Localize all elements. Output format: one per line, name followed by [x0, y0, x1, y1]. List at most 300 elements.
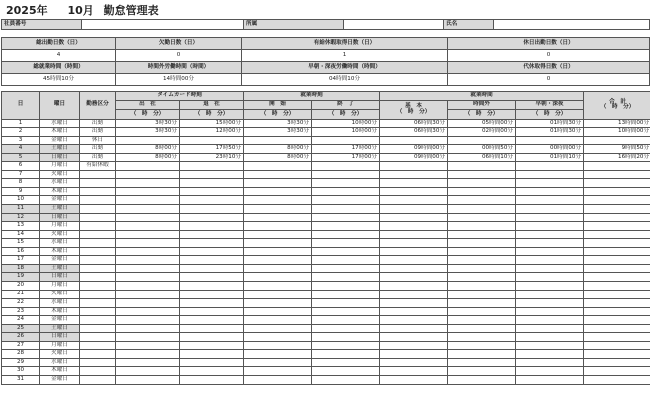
basic-hours-cell[interactable]	[380, 239, 448, 248]
total-hours-cell[interactable]	[584, 358, 650, 367]
work-type-cell[interactable]: 出勤	[80, 153, 116, 162]
basic-hours-cell[interactable]	[380, 205, 448, 214]
clock-in-cell[interactable]	[116, 316, 180, 325]
clock-out-cell[interactable]	[180, 196, 244, 205]
name-field[interactable]	[494, 20, 650, 30]
basic-hours-cell[interactable]	[380, 307, 448, 316]
total-hours-cell[interactable]	[584, 222, 650, 231]
end-cell[interactable]: 17時00分	[312, 145, 380, 154]
total-hours-cell[interactable]: 13時間00分	[584, 119, 650, 128]
total-hours-cell[interactable]	[584, 239, 650, 248]
end-cell[interactable]	[312, 196, 380, 205]
clock-in-cell[interactable]	[116, 213, 180, 222]
start-cell[interactable]	[244, 187, 312, 196]
day-cell: 6	[2, 162, 40, 171]
end-cell[interactable]	[312, 264, 380, 273]
basic-hours-cell[interactable]: 06時間30分	[380, 128, 448, 137]
night-hours-cell[interactable]	[516, 162, 584, 171]
clock-in-cell[interactable]	[116, 367, 180, 376]
start-cell[interactable]	[244, 273, 312, 282]
end-cell[interactable]	[312, 213, 380, 222]
basic-hours-cell[interactable]	[380, 213, 448, 222]
overtime-hours-cell[interactable]	[448, 170, 516, 179]
work-type-cell[interactable]	[80, 230, 116, 239]
clock-in-cell[interactable]	[116, 281, 180, 290]
start-cell[interactable]: 8時00分	[244, 145, 312, 154]
start-cell[interactable]	[244, 281, 312, 290]
weekday-cell: 月曜日	[40, 281, 80, 290]
total-hours-cell[interactable]	[584, 247, 650, 256]
end-cell[interactable]: 17時00分	[312, 153, 380, 162]
start-cell[interactable]	[244, 299, 312, 308]
weekday-cell: 金曜日	[40, 136, 80, 145]
basic-hours-cell[interactable]	[380, 333, 448, 342]
weekday-cell: 水曜日	[40, 239, 80, 248]
work-type-cell[interactable]	[80, 316, 116, 325]
basic-hours-cell[interactable]	[380, 256, 448, 265]
end-cell[interactable]	[312, 299, 380, 308]
overtime-hours-cell[interactable]	[448, 256, 516, 265]
dept-label: 所属	[244, 20, 344, 30]
night-hours-cell[interactable]	[516, 307, 584, 316]
basic-hours-cell[interactable]	[380, 136, 448, 145]
night-hours-cell[interactable]	[516, 187, 584, 196]
overtime-hours-cell[interactable]	[448, 196, 516, 205]
start-cell[interactable]	[244, 256, 312, 265]
total-hours-cell[interactable]: 9時間50分	[584, 145, 650, 154]
basic-hours-cell[interactable]	[380, 299, 448, 308]
total-hours-cell[interactable]: 10時間00分	[584, 128, 650, 137]
basic-hours-cell[interactable]	[380, 367, 448, 376]
col-start: 開 始	[244, 101, 312, 110]
night-hours-cell[interactable]	[516, 367, 584, 376]
overtime-hours-cell[interactable]	[448, 205, 516, 214]
basic-hours-cell[interactable]	[380, 170, 448, 179]
work-type-cell[interactable]	[80, 358, 116, 367]
clock-out-cell[interactable]	[180, 358, 244, 367]
end-cell[interactable]	[312, 222, 380, 231]
clock-in-cell[interactable]	[116, 273, 180, 282]
basic-hours-cell[interactable]	[380, 375, 448, 384]
start-cell[interactable]	[244, 358, 312, 367]
clock-in-cell[interactable]	[116, 247, 180, 256]
clock-out-cell[interactable]: 12時00分	[180, 128, 244, 137]
work-type-cell[interactable]	[80, 264, 116, 273]
work-type-cell[interactable]: 休日	[80, 136, 116, 145]
start-cell[interactable]	[244, 324, 312, 333]
end-cell[interactable]	[312, 239, 380, 248]
clock-out-cell[interactable]	[180, 273, 244, 282]
clock-out-cell[interactable]: 15時00分	[180, 119, 244, 128]
table-row	[2, 179, 650, 188]
overtime-hours-cell[interactable]: 05時間00分	[448, 119, 516, 128]
end-cell[interactable]	[312, 162, 380, 171]
total-hours-cell[interactable]	[584, 187, 650, 196]
day-cell: 22	[2, 299, 40, 308]
clock-in-cell[interactable]	[116, 256, 180, 265]
clock-out-cell[interactable]	[180, 333, 244, 342]
end-cell[interactable]	[312, 187, 380, 196]
end-cell[interactable]	[312, 367, 380, 376]
end-cell[interactable]	[312, 333, 380, 342]
overtime-hours-cell[interactable]	[448, 307, 516, 316]
clock-out-cell[interactable]	[180, 230, 244, 239]
start-cell[interactable]	[244, 170, 312, 179]
work-type-cell[interactable]	[80, 350, 116, 359]
clock-out-cell[interactable]	[180, 256, 244, 265]
night-hours-cell[interactable]	[516, 358, 584, 367]
work-type-cell[interactable]: 出勤	[80, 119, 116, 128]
clock-in-cell[interactable]	[116, 239, 180, 248]
clock-in-cell[interactable]	[116, 162, 180, 171]
work-type-cell[interactable]: 出勤	[80, 145, 116, 154]
basic-hours-cell[interactable]	[380, 187, 448, 196]
work-type-cell[interactable]	[80, 213, 116, 222]
work-type-cell[interactable]	[80, 187, 116, 196]
basic-hours-cell[interactable]	[380, 264, 448, 273]
basic-hours-cell[interactable]	[380, 324, 448, 333]
clock-in-cell[interactable]	[116, 179, 180, 188]
overtime-hours-cell[interactable]	[448, 324, 516, 333]
clock-out-cell[interactable]	[180, 264, 244, 273]
start-cell[interactable]	[244, 316, 312, 325]
basic-hours-cell[interactable]	[380, 358, 448, 367]
night-hours-cell[interactable]	[516, 196, 584, 205]
overtime-hours-cell[interactable]: 00時間50分	[448, 145, 516, 154]
clock-in-cell[interactable]	[116, 307, 180, 316]
start-cell[interactable]	[244, 239, 312, 248]
basic-hours-cell[interactable]: 09時間00分	[380, 153, 448, 162]
work-type-cell[interactable]	[80, 290, 116, 299]
basic-hours-cell[interactable]	[380, 341, 448, 350]
total-hours-cell[interactable]	[584, 316, 650, 325]
overtime-hours-cell[interactable]	[448, 213, 516, 222]
night-hours-cell[interactable]	[516, 350, 584, 359]
overtime-hours-cell[interactable]	[448, 375, 516, 384]
start-cell[interactable]	[244, 205, 312, 214]
clock-out-cell[interactable]	[180, 350, 244, 359]
night-hours-cell[interactable]	[516, 375, 584, 384]
clock-out-cell[interactable]	[180, 341, 244, 350]
overtime-hours-cell[interactable]	[448, 239, 516, 248]
start-cell[interactable]	[244, 333, 312, 342]
start-cell[interactable]: 3時30分	[244, 128, 312, 137]
overtime-hours-cell[interactable]	[448, 367, 516, 376]
end-cell[interactable]: 10時00分	[312, 128, 380, 137]
overtime-hours-cell[interactable]: 02時間00分	[448, 128, 516, 137]
overtime-hours-cell[interactable]	[448, 350, 516, 359]
start-cell[interactable]	[244, 367, 312, 376]
end-cell[interactable]	[312, 230, 380, 239]
clock-in-cell[interactable]	[116, 187, 180, 196]
work-type-cell[interactable]	[80, 273, 116, 282]
start-cell[interactable]	[244, 179, 312, 188]
clock-in-cell[interactable]	[116, 324, 180, 333]
clock-out-cell[interactable]	[180, 213, 244, 222]
employee-no-field[interactable]	[82, 20, 244, 30]
clock-in-cell[interactable]	[116, 290, 180, 299]
night-hours-cell[interactable]	[516, 136, 584, 145]
work-type-cell[interactable]	[80, 196, 116, 205]
night-hours-cell[interactable]: 00時間00分	[516, 145, 584, 154]
overtime-hours-cell[interactable]	[448, 162, 516, 171]
total-hours-cell[interactable]	[584, 290, 650, 299]
work-type-cell[interactable]	[80, 367, 116, 376]
work-type-cell[interactable]: 出勤	[80, 128, 116, 137]
end-cell[interactable]	[312, 273, 380, 282]
basic-hours-cell[interactable]	[380, 179, 448, 188]
work-type-cell[interactable]	[80, 299, 116, 308]
total-hours-cell[interactable]	[584, 205, 650, 214]
night-hours-cell[interactable]	[516, 333, 584, 342]
basic-hours-cell[interactable]: 06時間30分	[380, 119, 448, 128]
start-cell[interactable]	[244, 222, 312, 231]
overtime-hours-cell[interactable]	[448, 333, 516, 342]
total-hours-cell[interactable]	[584, 170, 650, 179]
work-type-cell[interactable]	[80, 170, 116, 179]
clock-out-cell[interactable]	[180, 136, 244, 145]
basic-hours-cell[interactable]	[380, 290, 448, 299]
night-hours-cell[interactable]: 01時間30分	[516, 119, 584, 128]
night-hours-cell[interactable]	[516, 247, 584, 256]
end-cell[interactable]	[312, 281, 380, 290]
clock-in-cell[interactable]	[116, 299, 180, 308]
start-cell[interactable]	[244, 350, 312, 359]
start-cell[interactable]: 8時00分	[244, 153, 312, 162]
total-hours-cell[interactable]	[584, 273, 650, 282]
clock-in-cell[interactable]	[116, 136, 180, 145]
clock-in-cell[interactable]: 3時30分	[116, 128, 180, 137]
night-hours-cell[interactable]	[516, 239, 584, 248]
work-type-cell[interactable]: 有給休暇	[80, 162, 116, 171]
end-cell[interactable]	[312, 136, 380, 145]
overtime-hours-cell[interactable]	[448, 341, 516, 350]
end-cell[interactable]	[312, 247, 380, 256]
overtime-hours-cell[interactable]	[448, 316, 516, 325]
clock-in-cell[interactable]	[116, 222, 180, 231]
weekday-cell: 木曜日	[40, 247, 80, 256]
overtime-hours-cell[interactable]	[448, 222, 516, 231]
overtime-hours-cell[interactable]: 06時間10分	[448, 153, 516, 162]
start-cell[interactable]	[244, 247, 312, 256]
table-row	[2, 145, 650, 154]
night-hours-cell[interactable]	[516, 170, 584, 179]
work-type-cell[interactable]	[80, 281, 116, 290]
total-hours-cell[interactable]	[584, 264, 650, 273]
end-cell[interactable]	[312, 290, 380, 299]
basic-hours-cell[interactable]	[380, 281, 448, 290]
total-hours-cell[interactable]	[584, 213, 650, 222]
summary-label: 早朝・深夜労働時間（時間）	[242, 62, 448, 74]
overtime-hours-cell[interactable]	[448, 247, 516, 256]
clock-in-cell[interactable]	[116, 230, 180, 239]
end-cell[interactable]	[312, 179, 380, 188]
clock-in-cell[interactable]	[116, 196, 180, 205]
clock-in-cell[interactable]	[116, 170, 180, 179]
total-hours-cell[interactable]	[584, 307, 650, 316]
clock-out-cell[interactable]	[180, 239, 244, 248]
start-cell[interactable]	[244, 290, 312, 299]
night-hours-cell[interactable]	[516, 341, 584, 350]
work-type-cell[interactable]	[80, 222, 116, 231]
clock-in-cell[interactable]: 3時30分	[116, 119, 180, 128]
start-cell[interactable]	[244, 213, 312, 222]
work-type-cell[interactable]	[80, 341, 116, 350]
basic-hours-cell[interactable]	[380, 316, 448, 325]
total-hours-cell[interactable]	[584, 256, 650, 265]
day-cell: 21	[2, 290, 40, 299]
clock-out-cell[interactable]	[180, 316, 244, 325]
basic-hours-cell[interactable]	[380, 222, 448, 231]
basic-hours-cell[interactable]	[380, 350, 448, 359]
total-hours-cell[interactable]	[584, 324, 650, 333]
basic-hours-cell[interactable]	[380, 196, 448, 205]
work-type-cell[interactable]	[80, 256, 116, 265]
start-cell[interactable]	[244, 230, 312, 239]
work-type-cell[interactable]	[80, 333, 116, 342]
start-cell[interactable]	[244, 307, 312, 316]
end-cell[interactable]	[312, 205, 380, 214]
clock-out-cell[interactable]	[180, 375, 244, 384]
clock-in-cell[interactable]	[116, 350, 180, 359]
overtime-hours-cell[interactable]	[448, 358, 516, 367]
start-cell[interactable]	[244, 341, 312, 350]
clock-out-cell[interactable]	[180, 162, 244, 171]
table-row	[2, 375, 650, 384]
table-row	[2, 128, 650, 137]
overtime-hours-cell[interactable]	[448, 179, 516, 188]
total-hours-cell[interactable]	[584, 375, 650, 384]
col-night: 早朝・深夜	[516, 101, 584, 110]
overtime-hours-cell[interactable]	[448, 230, 516, 239]
work-type-cell[interactable]	[80, 179, 116, 188]
end-cell[interactable]	[312, 324, 380, 333]
work-type-cell[interactable]	[80, 307, 116, 316]
clock-in-cell[interactable]	[116, 375, 180, 384]
end-cell[interactable]	[312, 358, 380, 367]
overtime-hours-cell[interactable]	[448, 136, 516, 145]
start-cell[interactable]	[244, 264, 312, 273]
total-hours-cell[interactable]	[584, 230, 650, 239]
night-hours-cell[interactable]	[516, 230, 584, 239]
clock-out-cell[interactable]	[180, 222, 244, 231]
start-cell[interactable]	[244, 162, 312, 171]
basic-hours-cell[interactable]	[380, 162, 448, 171]
end-cell[interactable]	[312, 350, 380, 359]
night-hours-cell[interactable]: 01時間10分	[516, 153, 584, 162]
clock-out-cell[interactable]	[180, 281, 244, 290]
total-hours-cell[interactable]	[584, 281, 650, 290]
end-cell[interactable]: 10時00分	[312, 119, 380, 128]
total-hours-cell[interactable]: 16時間20分	[584, 153, 650, 162]
basic-hours-cell[interactable]	[380, 247, 448, 256]
overtime-hours-cell[interactable]	[448, 187, 516, 196]
night-hours-cell[interactable]	[516, 205, 584, 214]
total-hours-cell[interactable]	[584, 333, 650, 342]
night-hours-cell[interactable]	[516, 213, 584, 222]
basic-hours-cell[interactable]	[380, 230, 448, 239]
clock-out-cell[interactable]	[180, 307, 244, 316]
clock-out-cell[interactable]	[180, 179, 244, 188]
night-hours-cell[interactable]	[516, 324, 584, 333]
clock-in-cell[interactable]	[116, 333, 180, 342]
clock-out-cell[interactable]: 17時50分	[180, 145, 244, 154]
start-cell[interactable]	[244, 136, 312, 145]
overtime-hours-cell[interactable]	[448, 299, 516, 308]
clock-out-cell[interactable]: 23時10分	[180, 153, 244, 162]
clock-out-cell[interactable]	[180, 170, 244, 179]
basic-hours-cell[interactable]	[380, 273, 448, 282]
night-hours-cell[interactable]: 01時間30分	[516, 128, 584, 137]
work-type-cell[interactable]	[80, 375, 116, 384]
start-cell[interactable]	[244, 196, 312, 205]
night-hours-cell[interactable]	[516, 281, 584, 290]
dept-field[interactable]	[344, 20, 444, 30]
work-type-cell[interactable]	[80, 324, 116, 333]
night-hours-cell[interactable]	[516, 264, 584, 273]
start-cell[interactable]: 3時30分	[244, 119, 312, 128]
clock-in-cell[interactable]	[116, 205, 180, 214]
total-hours-cell[interactable]	[584, 367, 650, 376]
clock-in-cell[interactable]	[116, 264, 180, 273]
night-hours-cell[interactable]	[516, 256, 584, 265]
total-hours-cell[interactable]	[584, 179, 650, 188]
clock-in-cell[interactable]	[116, 341, 180, 350]
clock-in-cell[interactable]: 8時00分	[116, 153, 180, 162]
title-year: 2025年	[6, 4, 48, 17]
night-hours-cell[interactable]	[516, 299, 584, 308]
night-hours-cell[interactable]	[516, 290, 584, 299]
work-type-cell[interactable]	[80, 247, 116, 256]
end-cell[interactable]	[312, 341, 380, 350]
night-hours-cell[interactable]	[516, 222, 584, 231]
clock-out-cell[interactable]	[180, 205, 244, 214]
clock-in-cell[interactable]	[116, 358, 180, 367]
work-type-cell[interactable]	[80, 205, 116, 214]
clock-in-cell[interactable]: 8時00分	[116, 145, 180, 154]
total-hours-cell[interactable]	[584, 162, 650, 171]
end-cell[interactable]	[312, 307, 380, 316]
total-hours-cell[interactable]	[584, 136, 650, 145]
clock-out-cell[interactable]	[180, 247, 244, 256]
clock-out-cell[interactable]	[180, 187, 244, 196]
overtime-hours-cell[interactable]	[448, 273, 516, 282]
night-hours-cell[interactable]	[516, 273, 584, 282]
end-cell[interactable]	[312, 375, 380, 384]
col-work-time: 就業時刻	[244, 92, 380, 101]
night-hours-cell[interactable]	[516, 316, 584, 325]
total-hours-cell[interactable]	[584, 299, 650, 308]
end-cell[interactable]	[312, 170, 380, 179]
clock-out-cell[interactable]	[180, 367, 244, 376]
overtime-hours-cell[interactable]	[448, 290, 516, 299]
total-hours-cell[interactable]	[584, 341, 650, 350]
basic-hours-cell[interactable]: 09時間00分	[380, 145, 448, 154]
end-cell[interactable]	[312, 256, 380, 265]
total-hours-cell[interactable]	[584, 196, 650, 205]
night-hours-cell[interactable]	[516, 179, 584, 188]
clock-out-cell[interactable]	[180, 290, 244, 299]
end-cell[interactable]	[312, 316, 380, 325]
title-name: 勤怠管理表	[103, 4, 159, 17]
total-hours-cell[interactable]	[584, 350, 650, 359]
overtime-hours-cell[interactable]	[448, 264, 516, 273]
clock-out-cell[interactable]	[180, 324, 244, 333]
start-cell[interactable]	[244, 375, 312, 384]
work-type-cell[interactable]	[80, 239, 116, 248]
overtime-hours-cell[interactable]	[448, 281, 516, 290]
clock-out-cell[interactable]	[180, 299, 244, 308]
